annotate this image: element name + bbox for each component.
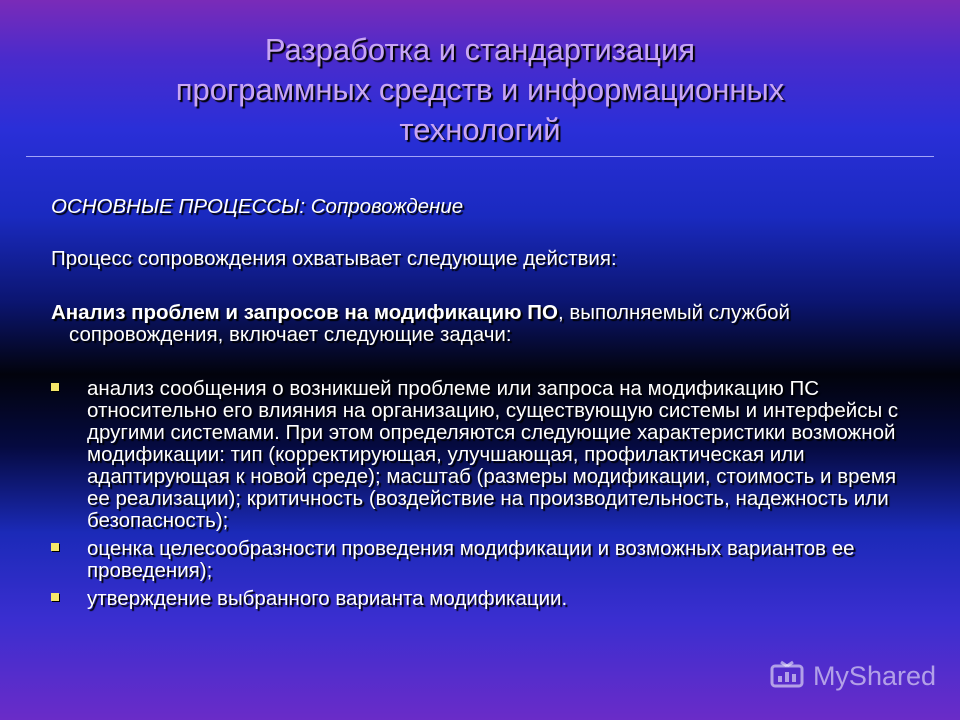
watermark bbox=[769, 660, 936, 692]
main-paragraph bbox=[51, 302, 921, 346]
presentation-board-icon bbox=[769, 660, 805, 692]
intro-text: Процесс сопровождения охватывает следующие действия: bbox=[51, 247, 617, 270]
list-item bbox=[51, 588, 921, 610]
watermark-text: MyShared bbox=[812, 660, 936, 691]
slide-body bbox=[51, 196, 921, 616]
slide-title bbox=[0, 30, 960, 150]
bullet-square-icon bbox=[51, 543, 59, 551]
title-line-3: технологий bbox=[399, 112, 561, 147]
task-list bbox=[51, 378, 921, 610]
paragraph-bold-lead: Анализ проблем и запросов на модификацию ПО bbox=[51, 301, 558, 324]
title-divider bbox=[26, 156, 934, 157]
bullet-square-icon bbox=[51, 383, 59, 391]
list-item bbox=[51, 378, 921, 532]
title-line-2: программных средств и информационных bbox=[175, 72, 785, 107]
list-item-text: анализ сообщения о возникшей проблеме или запроса на модификацию ПС относительно его влияния на организацию, существующую системы и интерфейсы с другими системами. При этом определяются следующие характеристики возможной модификации: тип (корректирующая, улучшающая, профилактическая или адаптирующая к новой среде); масштаб (размеры модификации, стоимость и время ее реализации); критичность (воздействие на производительность, надежность или безопасность); bbox=[87, 377, 899, 532]
list-item bbox=[51, 538, 921, 582]
list-item-text: оценка целесообразности проведения модификации и возможных вариантов ее проведения); bbox=[87, 537, 855, 582]
title-line-1: Разработка и стандартизация bbox=[264, 32, 696, 67]
paragraph-rest: , выполняемый службой сопровождения, включает следующие задачи: bbox=[69, 301, 791, 346]
section-label: ОСНОВНЫЕ ПРОЦЕССЫ: Сопровождение bbox=[51, 195, 464, 218]
list-item-text: утверждение выбранного варианта модификации. bbox=[87, 587, 568, 610]
bullet-square-icon bbox=[51, 593, 59, 601]
